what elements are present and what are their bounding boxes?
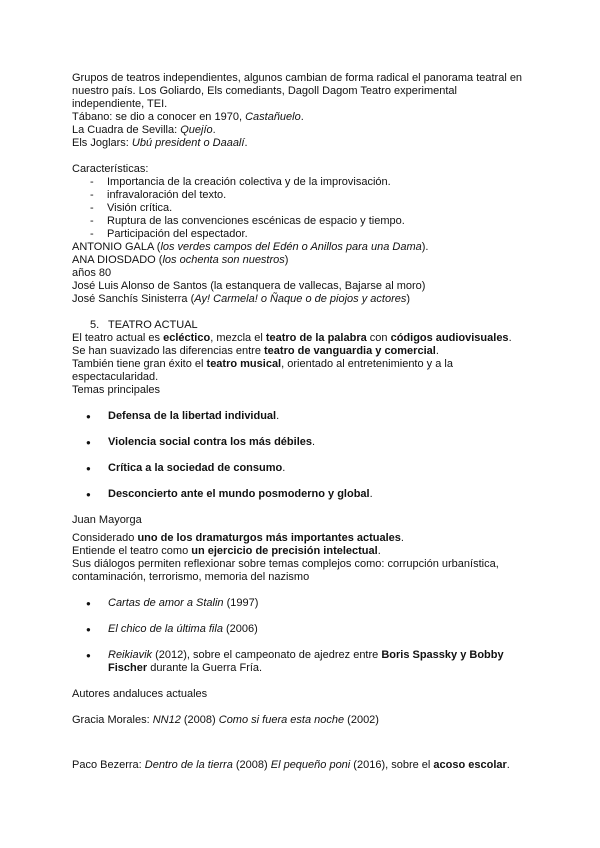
document-page bbox=[72, 72, 532, 772]
bold-text: Fischer bbox=[108, 662, 148, 674]
work-title: El chico de la última fila bbox=[108, 623, 223, 635]
text: , mezcla el bbox=[210, 332, 266, 344]
paragraph bbox=[72, 545, 532, 558]
work-title: los verdes campos del Edén o Anillos para una Dama bbox=[160, 241, 422, 253]
text: , orientado al entretenimiento y a la bbox=[281, 358, 453, 370]
bold-text: acoso escolar bbox=[433, 759, 507, 771]
spacer bbox=[72, 423, 532, 436]
text: . bbox=[212, 124, 216, 136]
text: (2016), sobre el bbox=[350, 759, 434, 771]
text: (1997) bbox=[223, 597, 259, 609]
work-title: El pequeño poni bbox=[270, 759, 351, 771]
text: (2008) bbox=[232, 759, 271, 771]
list-item: - Participación del espectador. bbox=[72, 228, 532, 241]
decade-line: años 80 bbox=[72, 267, 112, 279]
text: (2008) bbox=[180, 714, 219, 726]
text: José Sanchís Sinisterra ( bbox=[72, 293, 195, 305]
list-item: - Ruptura de las convenciones escénicas de espacio y tiempo. bbox=[72, 215, 532, 228]
work-title: Dentro de la tierra bbox=[144, 759, 233, 771]
text: ANTONIO GALA ( bbox=[72, 241, 161, 253]
works-list bbox=[72, 597, 532, 675]
bold-text: teatro musical bbox=[206, 358, 282, 370]
work-title: Quejío bbox=[180, 124, 213, 136]
paragraph: espectacularidad. bbox=[72, 371, 159, 383]
alonso-line: José Luis Alonso de Santos (la estanquera de vallecas, Bajarse al moro) bbox=[72, 280, 426, 292]
temas-list bbox=[72, 410, 532, 501]
morales-line bbox=[72, 714, 532, 727]
section-heading bbox=[72, 319, 532, 332]
bold-text: Boris Spassky y Bobby bbox=[381, 649, 504, 661]
section-number: 5. bbox=[90, 319, 100, 331]
text: durante la Guerra Fría. bbox=[147, 662, 263, 674]
author-name: Juan Mayorga bbox=[72, 514, 142, 526]
andaluces-heading: Autores andaluces actuales bbox=[72, 688, 208, 700]
text: . bbox=[244, 137, 248, 149]
text: ). bbox=[421, 241, 429, 253]
intro-line: Grupos de teatros independientes, algunos cambian de forma radical el panorama teatral en bbox=[72, 72, 523, 84]
text: con bbox=[366, 332, 391, 344]
list-item: - Visión crítica. bbox=[72, 202, 532, 215]
joglars-line bbox=[72, 137, 532, 150]
spacer bbox=[72, 636, 532, 649]
text: Paco Bezerra: bbox=[72, 759, 145, 771]
bold-text: Desconcierto ante el mundo posmoderno y global bbox=[108, 488, 370, 500]
bold-text: Defensa de la libertad individual bbox=[108, 410, 277, 422]
list-item: - Importancia de la creación colectiva y de la improvisación. bbox=[72, 176, 532, 189]
text: (2002) bbox=[344, 714, 379, 726]
text: ) bbox=[406, 293, 411, 305]
list-item bbox=[72, 649, 532, 675]
bold-text: teatro de vanguardia y comercial bbox=[264, 345, 436, 357]
list-item: - infravaloración del texto. bbox=[72, 189, 532, 202]
bold-text: uno de los dramaturgos más importantes actuales bbox=[137, 532, 401, 544]
cuadra-line bbox=[72, 124, 532, 137]
bold-text: códigos audiovisuales bbox=[390, 332, 509, 344]
list-item: ● Defensa de la libertad individual. bbox=[72, 410, 532, 423]
bold-text: un ejercicio de precisión intelectual bbox=[191, 545, 378, 557]
paragraph bbox=[72, 358, 532, 371]
text: . bbox=[506, 759, 510, 771]
intro-line: independiente, TEI. bbox=[72, 98, 168, 110]
spacer bbox=[72, 475, 532, 488]
tabano-line bbox=[72, 111, 532, 124]
text: (2006) bbox=[222, 623, 258, 635]
gala-line bbox=[72, 241, 532, 254]
temas-heading: Temas principales bbox=[72, 384, 161, 396]
paragraph bbox=[72, 532, 532, 545]
work-title: Ay! Carmela! o Ñaque o de piojos y actores bbox=[194, 293, 407, 305]
spacer bbox=[72, 610, 532, 623]
text: El teatro actual es bbox=[72, 332, 164, 344]
spacer bbox=[72, 449, 532, 462]
caracteristicas-list bbox=[72, 176, 532, 241]
text: Considerado bbox=[72, 532, 138, 544]
bold-text: ecléctico bbox=[163, 332, 211, 344]
paragraph bbox=[72, 345, 532, 358]
work-title: Cartas de amor a Stalin bbox=[108, 597, 224, 609]
list-item bbox=[72, 597, 532, 610]
diosdado-line bbox=[72, 254, 532, 267]
list-item: ● Violencia social contra los más débiles. bbox=[72, 436, 532, 449]
text: (2012), sobre el campeonato de ajedrez entre bbox=[152, 649, 382, 661]
bezerra-line bbox=[72, 759, 532, 772]
work-title: Ubú president o Daaalí bbox=[131, 137, 245, 149]
intro-line: nuestro país. Los Goliardo, Els comediants, Dagoll Dagom Teatro experimental bbox=[72, 85, 457, 97]
text: . bbox=[435, 345, 439, 357]
text: Gracia Morales: bbox=[72, 714, 153, 726]
text: La Cuadra de Sevilla: bbox=[72, 124, 181, 136]
text: También tiene gran éxito el bbox=[72, 358, 207, 370]
list-item: ● Desconcierto ante el mundo posmoderno y global. bbox=[72, 488, 532, 501]
paragraph: Sus diálogos permiten reflexionar sobre temas complejos como: corrupción urbanística, bbox=[72, 558, 499, 570]
text: . bbox=[300, 111, 304, 123]
text: ) bbox=[284, 254, 289, 266]
work-title: NN12 bbox=[152, 714, 181, 726]
text: Els Joglars: bbox=[72, 137, 132, 149]
bold-text: Violencia social contra los más débiles bbox=[108, 436, 312, 448]
text: . bbox=[508, 332, 512, 344]
text: Entiende el teatro como bbox=[72, 545, 192, 557]
bold-text: teatro de la palabra bbox=[265, 332, 367, 344]
text: . bbox=[400, 532, 404, 544]
list-item bbox=[72, 623, 532, 636]
text: . bbox=[377, 545, 381, 557]
bold-text: Crítica a la sociedad de consumo bbox=[108, 462, 283, 474]
work-title: Como si fuera esta noche bbox=[218, 714, 345, 726]
paragraph bbox=[72, 332, 532, 345]
text: ANA DIOSDADO ( bbox=[72, 254, 163, 266]
work-title: Castañuelo bbox=[245, 111, 301, 123]
caracteristicas-heading: Características: bbox=[72, 163, 149, 175]
paragraph: contaminación, terrorismo, memoria del nazismo bbox=[72, 571, 310, 583]
text: Tábano: se dio a conocer en 1970, bbox=[72, 111, 246, 123]
work-title: los ochenta son nuestros bbox=[162, 254, 285, 266]
work-title: Reikiavik bbox=[108, 649, 153, 661]
sinisterra-line bbox=[72, 293, 532, 306]
text: Se han suavizado las diferencias entre bbox=[72, 345, 265, 357]
section-title: TEATRO ACTUAL bbox=[108, 319, 198, 331]
list-item: ● Crítica a la sociedad de consumo. bbox=[72, 462, 532, 475]
